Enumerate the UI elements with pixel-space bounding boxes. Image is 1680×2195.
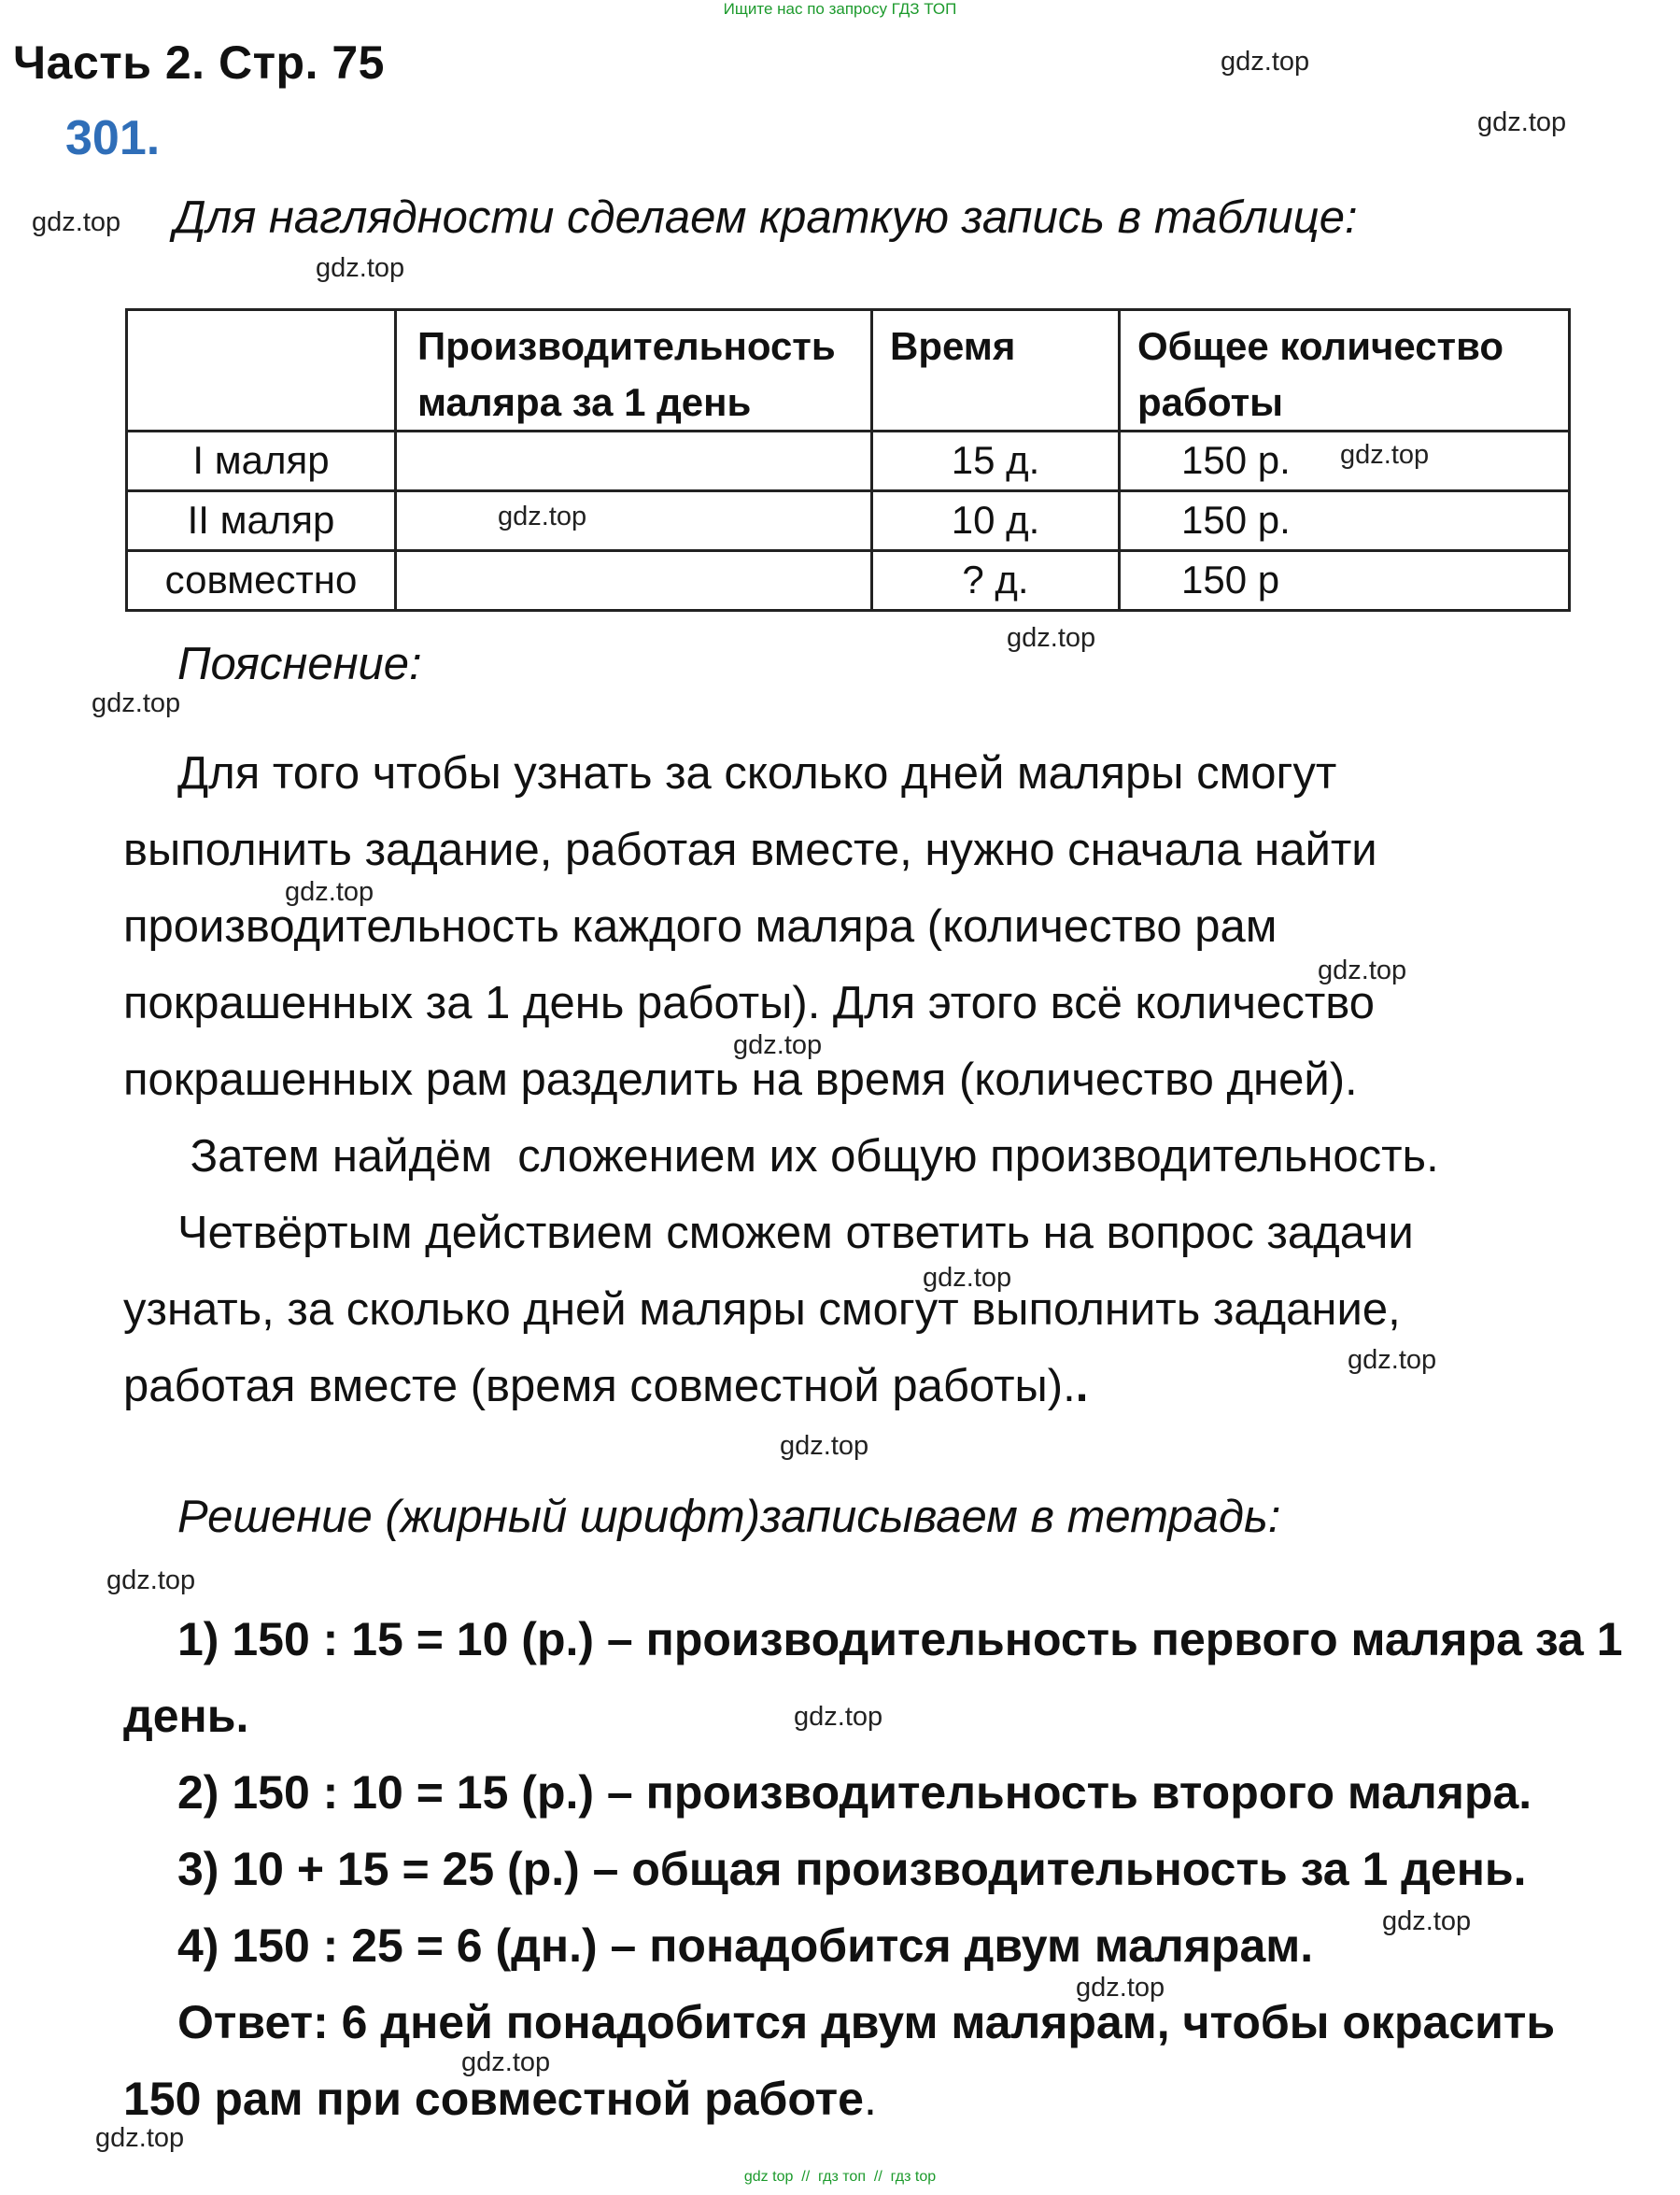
watermark: gdz.top bbox=[106, 1565, 196, 1595]
watermark: gdz.top bbox=[1076, 1973, 1165, 2003]
explanation-line: узнать, за сколько дней маляры смогут выполнить задание, bbox=[123, 1284, 1401, 1335]
row-productivity bbox=[396, 432, 872, 491]
row-name: совместно bbox=[127, 551, 396, 611]
watermark: gdz.top bbox=[285, 877, 374, 907]
footer-links[interactable]: gdz top // гдз топ // гдз top bbox=[743, 2169, 937, 2185]
watermark: gdz.top bbox=[1348, 1345, 1437, 1375]
explanation-line: покрашенных рам разделить на время (количество дней). bbox=[123, 1055, 1358, 1105]
header-cell bbox=[127, 310, 396, 432]
row-productivity bbox=[396, 491, 872, 551]
watermark: gdz.top bbox=[1340, 440, 1430, 470]
explanation-line: покрашенных за 1 день работы). Для этого всё количество bbox=[123, 978, 1376, 1028]
watermark: gdz.top bbox=[1007, 623, 1096, 653]
answer-end-dot: . bbox=[863, 2073, 877, 2125]
explanation-line: Четвёртым действием сможем ответить на вопрос задачи bbox=[177, 1208, 1414, 1258]
solution-step: 4) 150 : 25 = 6 (дн.) – понадобится двум малярам. bbox=[177, 1919, 1314, 1972]
solution-step: 2) 150 : 10 = 15 (р.) – производительность второго маляра. bbox=[177, 1766, 1532, 1819]
explanation-line: производительность каждого маляра (количество рам bbox=[123, 901, 1278, 952]
solution-heading: Решение (жирный шрифт)записываем в тетрадь: bbox=[177, 1492, 1281, 1542]
row-total: 150 р. bbox=[1120, 491, 1570, 551]
table-header-row bbox=[127, 310, 1570, 432]
row-productivity bbox=[396, 551, 872, 611]
watermark: gdz.top bbox=[316, 253, 405, 283]
answer-line: Ответ: 6 дней понадобится двум малярам, чтобы окрасить bbox=[177, 1996, 1556, 2048]
header-cell: Время bbox=[872, 310, 1120, 432]
answer-line bbox=[123, 2072, 877, 2126]
intro-text: Для наглядности сделаем краткую запись в таблице: bbox=[174, 192, 1358, 243]
watermark: gdz.top bbox=[923, 1263, 1012, 1293]
table-row bbox=[127, 491, 1570, 551]
row-name: I маляр bbox=[127, 432, 396, 491]
watermark: gdz.top bbox=[461, 2047, 551, 2077]
watermark: gdz.top bbox=[780, 1431, 869, 1461]
solution-step: 3) 10 + 15 = 25 (р.) – общая производительность за 1 день. bbox=[177, 1843, 1527, 1895]
explanation-heading: Пояснение: bbox=[177, 639, 422, 689]
watermark: gdz.top bbox=[733, 1030, 823, 1060]
watermark: gdz.top bbox=[95, 2123, 185, 2153]
row-time: 15 д. bbox=[872, 432, 1120, 491]
watermark: gdz.top bbox=[498, 502, 587, 531]
task-number: 301. bbox=[65, 111, 161, 165]
explanation-final-dot: . bbox=[1075, 1361, 1089, 1411]
explanation-line bbox=[123, 1360, 1088, 1412]
header-cell: Производительность маляра за 1 день bbox=[396, 310, 872, 432]
explanation-text: работая вместе (время совместной работы). bbox=[123, 1361, 1076, 1411]
watermark: gdz.top bbox=[92, 688, 181, 718]
row-time: 10 д. bbox=[872, 491, 1120, 551]
table-row bbox=[127, 551, 1570, 611]
row-name: II маляр bbox=[127, 491, 396, 551]
page-title: Часть 2. Стр. 75 bbox=[13, 36, 385, 89]
row-time: ? д. bbox=[872, 551, 1120, 611]
row-total: 150 р. bbox=[1120, 432, 1570, 491]
row-total: 150 р bbox=[1120, 551, 1570, 611]
solution-step: день. bbox=[123, 1690, 249, 1742]
explanation-line: Затем найдём сложением их общую производительность. bbox=[177, 1131, 1439, 1182]
explanation-line: выполнить задание, работая вместе, нужно сначала найти bbox=[123, 825, 1377, 875]
watermark: gdz.top bbox=[1382, 1906, 1472, 1936]
top-banner-link[interactable]: Ищите нас по запросу ГДЗ ТОП bbox=[723, 0, 957, 18]
watermark: gdz.top bbox=[1221, 47, 1310, 77]
solution-step: 1) 150 : 15 = 10 (р.) – производительность первого маляра за 1 bbox=[177, 1613, 1623, 1665]
answer-text: 150 рам при совместной работе bbox=[123, 2073, 864, 2125]
watermark: gdz.top bbox=[1477, 107, 1567, 137]
watermark: gdz.top bbox=[794, 1702, 883, 1732]
watermark: gdz.top bbox=[32, 207, 121, 237]
watermark: gdz.top bbox=[1318, 956, 1407, 985]
explanation-line: Для того чтобы узнать за сколько дней маляры смогут bbox=[177, 748, 1337, 799]
header-cell: Общее количество работы bbox=[1120, 310, 1570, 432]
